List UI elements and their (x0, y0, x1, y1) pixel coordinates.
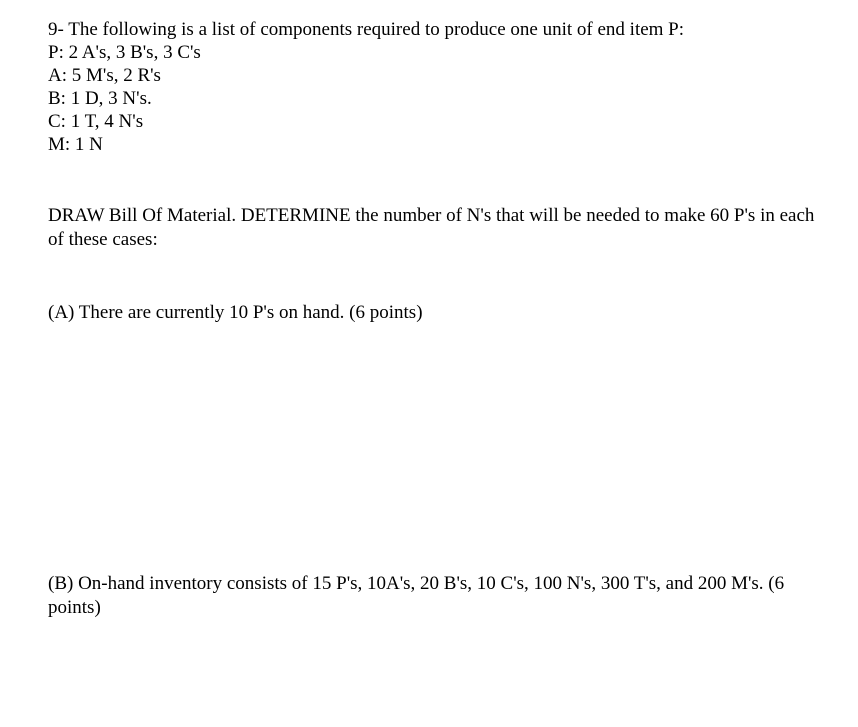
component-c: C: 1 T, 4 N's (48, 111, 144, 132)
component-p: P: 2 A's, 3 B's, 3 C's (48, 42, 201, 63)
part-b: (B) On-hand inventory consists of 15 P's, 10A's, 20 B's, 10 C's, 100 N's, 300 T's, and 200 M's. (6 points) (48, 573, 785, 618)
question-intro: 9- The following is a list of components required to produce one unit of end item P: (48, 19, 685, 40)
component-m: M: 1 N (48, 134, 103, 155)
component-b: B: 1 D, 3 N's. (48, 88, 152, 109)
instruction-text: DRAW Bill Of Material. DETERMINE the number of N's that will be needed to make 60 P's in each of these cases: (48, 205, 815, 250)
component-a: A: 5 M's, 2 R's (48, 65, 161, 86)
part-a: (A) There are currently 10 P's on hand. (6 points) (48, 302, 423, 323)
